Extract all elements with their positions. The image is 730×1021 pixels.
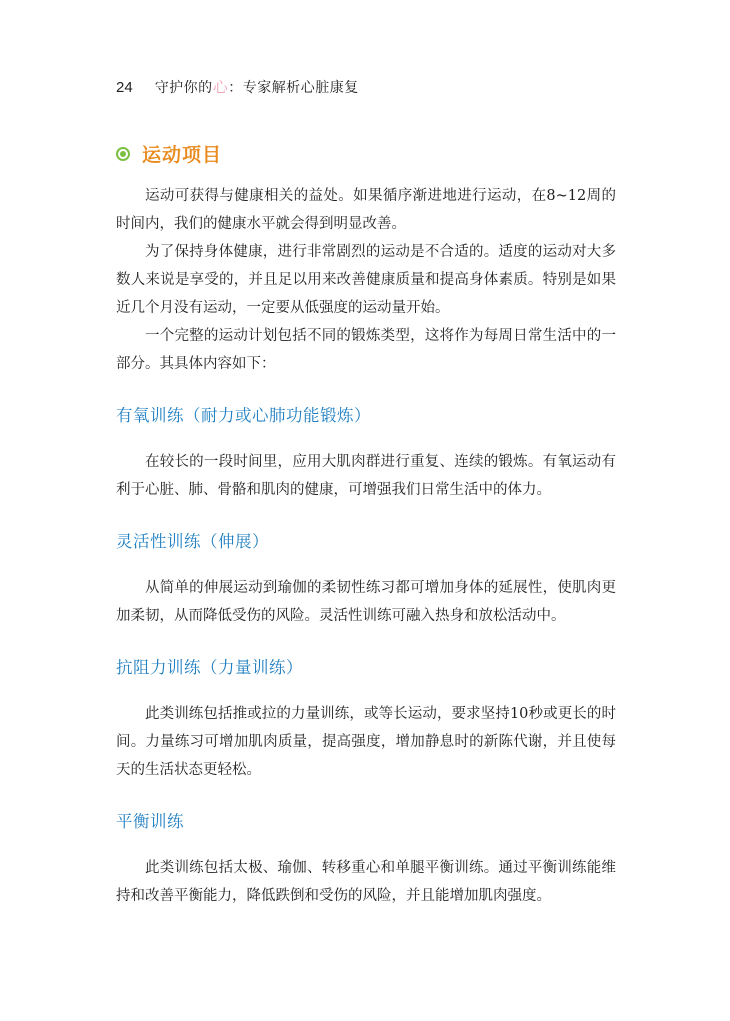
main-content [116, 182, 616, 910]
running-header [116, 76, 359, 97]
subheading-resistance: 抗阻力训练（力量训练） [116, 658, 303, 677]
subheading-flexibility: 灵活性训练（伸展） [116, 532, 269, 551]
section-heading [116, 140, 222, 167]
intro-paragraph: 一个完整的运动计划包括不同的锻炼类型，这将作为每周日常生活中的一部分。其具体内容如下： [116, 328, 616, 372]
aerobic-paragraph: 在较长的一段时间里，应用大肌肉群进行重复、连续的锻炼。有氧运动有利于心脏、肺、骨骼和肌肉的健康，可增强我们日常生活中的体力。 [116, 454, 616, 498]
book-title-part1: 守护你的 [154, 80, 213, 96]
balance-paragraph: 此类训练包括太极、瑜伽、转移重心和单腿平衡训练。通过平衡训练能维持和改善平衡能力，降低跌倒和受伤的风险，并且能增加肌肉强度。 [116, 860, 616, 904]
intro-paragraph: 运动可获得与健康相关的益处。如果循序渐进地进行运动，在8~12周的时间内，我们的健康水平就会得到明显改善。 [116, 188, 616, 232]
book-title [155, 76, 359, 97]
book-title-accent: 心 [212, 78, 229, 96]
section-title: 运动项目 [142, 144, 223, 166]
green-bullet-icon [116, 147, 130, 161]
subheading-balance: 平衡训练 [116, 812, 184, 831]
book-title-part2: ：专家解析心脏康复 [228, 80, 359, 96]
intro-paragraph: 为了保持身体健康，进行非常剧烈的运动是不合适的。适度的运动对大多数人来说是享受的，并且足以用来改善健康质量和提高身体素质。特别是如果近几个月没有运动，一定要从低强度的运动量开始。 [116, 244, 616, 316]
flexibility-paragraph: 从简单的伸展运动到瑜伽的柔韧性练习都可增加身体的延展性，使肌肉更加柔韧，从而降低受伤的风险。灵活性训练可融入热身和放松活动中。 [116, 580, 616, 624]
page-number: 24 [116, 79, 133, 96]
subheading-aerobic: 有氧训练（耐力或心肺功能锻炼） [116, 406, 371, 425]
resistance-paragraph: 此类训练包括推或拉的力量训练，或等长运动，要求坚持10秒或更长的时间。力量练习可增加肌肉质量，提高强度，增加静息时的新陈代谢，并且使每天的生活状态更轻松。 [116, 706, 616, 778]
